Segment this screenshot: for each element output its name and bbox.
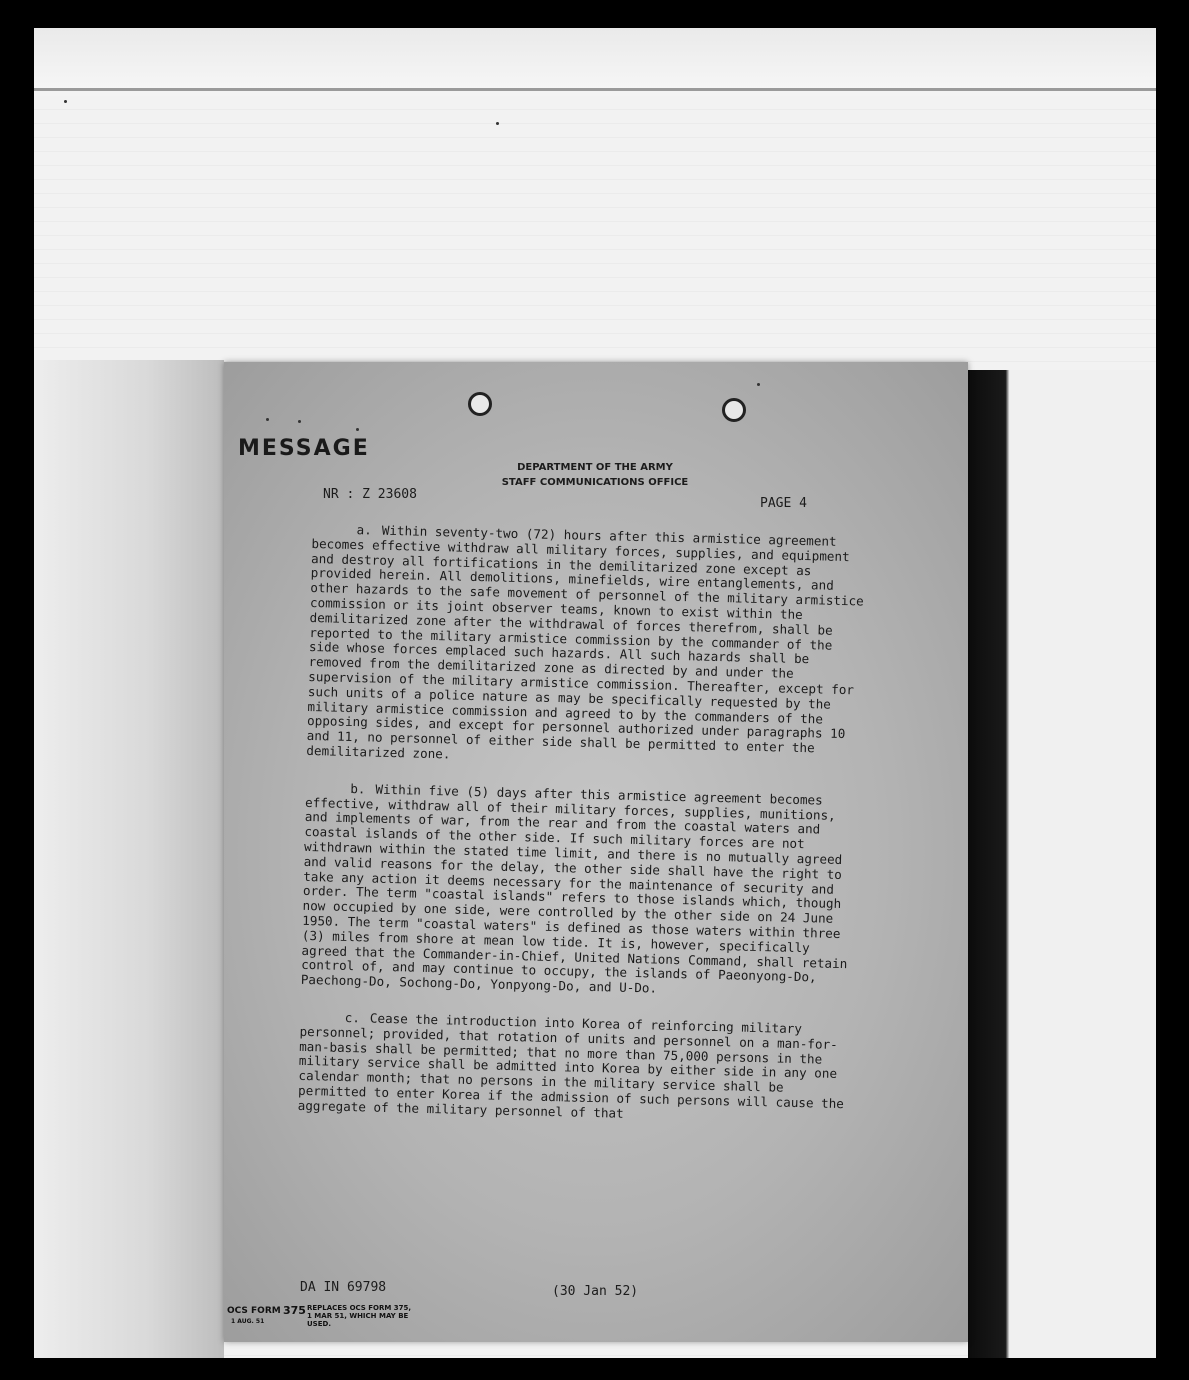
form-replaces-note: REPLACES OCS FORM 375, 1 MAR 51, WHICH MAY BE USED.	[307, 1304, 412, 1328]
department-name: DEPARTMENT OF THE ARMY	[517, 462, 673, 473]
punch-hole-icon	[722, 398, 746, 422]
form-name: OCS FORM	[227, 1306, 281, 1316]
paragraph-text: Within seventy-two (72) hours after this armistice agreement becomes effective withdraw all military forces, supplies, and equipment and destroy all fortifications in the demilitarized zone except as provided herein. All demolitions, minefields, wire entanglements, and other hazards to the safe movement of personnel of the military armistice commission or its joint observer teams, known to exist within the demilitarized zone after the withdrawal of forces therefrom, shall be reported to the military armistice commission by the commander of the side whose forces emplaced such hazards. All such hazards shall be removed from the demilitarized zone as directed by and under the supervision of the military armistice commission. Thereafter, except for such units of a police nature as may be specifically requested by the military armistice commission and agreed to by the commanders of the opposing sides, and except for personnel authorized under paragraphs 10 and 11, no personnel of either side shall be permitted to enter the demilitarized zone.	[306, 522, 864, 762]
message-number: NR : Z 23608	[323, 487, 417, 502]
page-shadow	[34, 360, 224, 1358]
paragraph-c	[298, 1010, 860, 1127]
top-band	[34, 28, 1156, 90]
paragraph-b	[301, 781, 866, 1002]
paragraph-label: c.	[344, 1009, 361, 1026]
horizontal-rule	[34, 88, 1156, 91]
form-number: 375	[283, 1304, 306, 1317]
message-title: MESSAGE	[238, 436, 370, 461]
punch-hole-icon	[468, 392, 492, 416]
paragraph-label: a.	[356, 522, 373, 538]
right-edge-shadow	[968, 370, 1156, 1358]
page-number: PAGE 4	[760, 496, 807, 511]
message-reference: DA IN 69798	[300, 1280, 387, 1295]
office-name: STAFF COMMUNICATIONS OFFICE	[501, 477, 689, 488]
paragraph-a	[306, 522, 872, 772]
form-date: 1 AUG. 51	[231, 1318, 265, 1325]
department-header	[480, 460, 710, 490]
paragraph-label: b.	[350, 780, 366, 797]
message-date: (30 Jan 52)	[552, 1284, 639, 1299]
paragraph-text: Cease the introduction into Korea of reinforcing military personnel; provided, that rotation of units and personnel on a man-for-man-basis shall be permitted; that no more than 75,000 persons in the military service shall be admitted into Korea by either side in any one calendar month; that no persons in the military service shall be permitted to enter Korea if the admission of such persons will cause the aggregate of the military personnel of that	[297, 1010, 845, 1121]
message-body	[297, 522, 872, 1149]
paragraph-text: Within five (5) days after this armistice agreement becomes effective, withdraw all of their military forces, supplies, munitions, and implements of war, from the rear and from the coastal waters and coastal islands of the other side. If such military forces are not withdrawn within the stated time limit, and there is no mutually agreed and valid reasons for the delay, the other side shall have the right to take any action it deems necessary for the maintenance of security and order. The term "coastal islands" refers to those islands which, though now occupied by one side, were controlled by the other side on 24 June 1950. The term "coastal waters" is defined as those waters within three (3) miles from shore at mean low tide. It is, however, specifically agreed that the Commander-in-Chief, United Nations Command, shall retain control of, and may continue to occupy, the islands of Paeonyong-Do, Paechong-Do, Sochong-Do, Yonpyong-Do, and U-Do.	[300, 781, 848, 996]
